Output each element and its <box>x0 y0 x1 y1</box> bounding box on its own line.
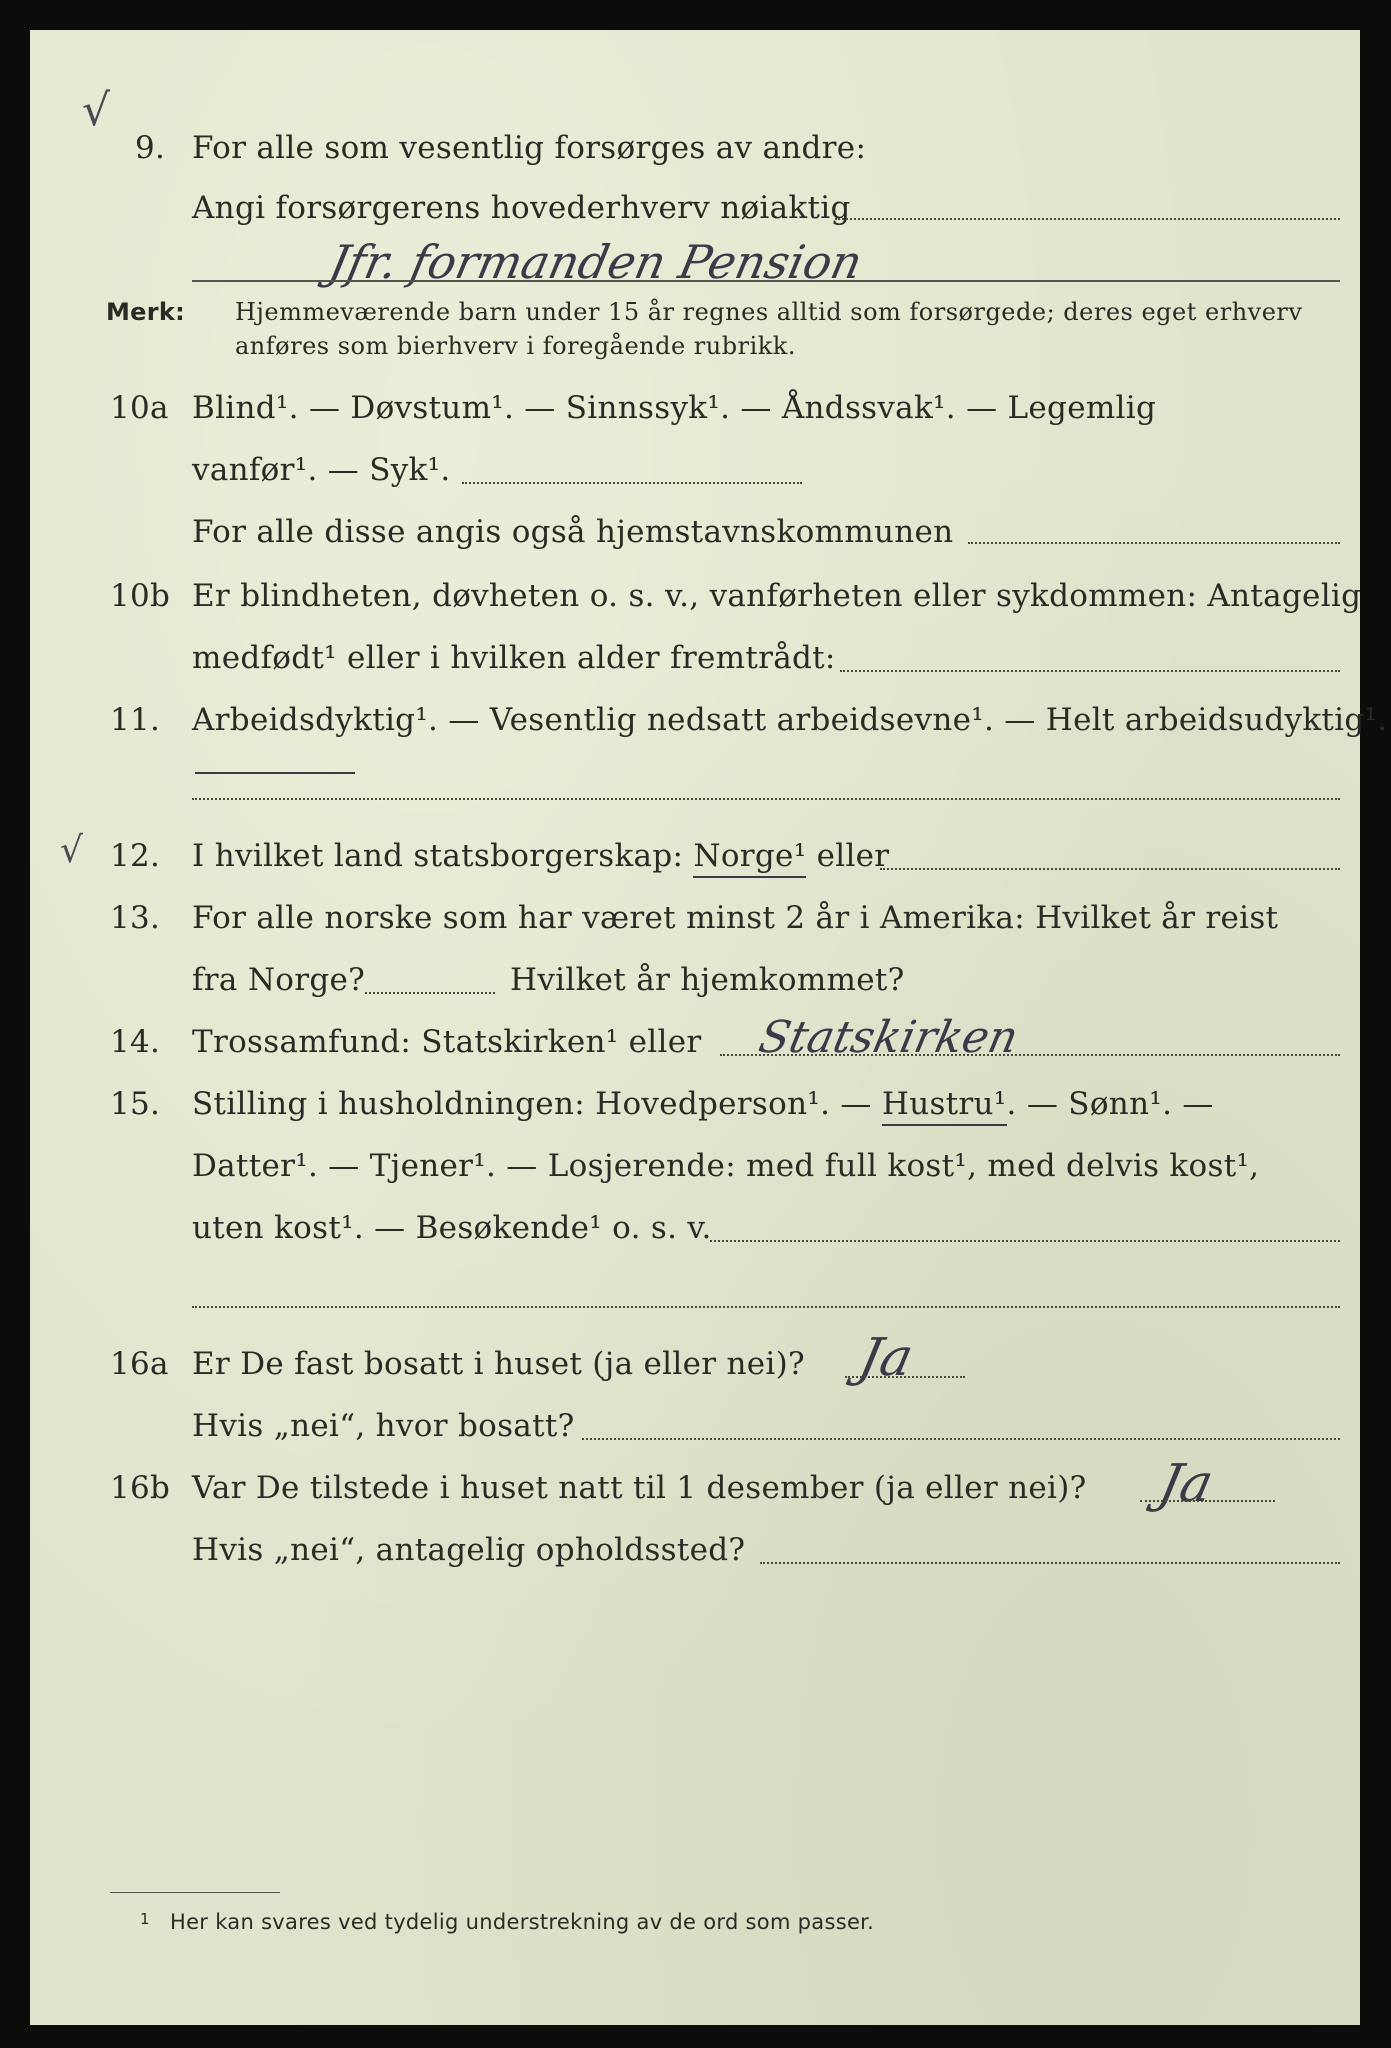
answer-dotted-line <box>968 542 1340 544</box>
merk-text: Hjemmeværende barn under 15 år regnes alltid som forsørgede; deres eget erhverv <box>235 298 1303 326</box>
question-text: For alle norske som har været minst 2 år i Amerika: Hvilket år reist <box>192 900 1279 936</box>
answer-dotted-line <box>840 670 1340 672</box>
footnote-text: Her kan svares ved tydelig understrekning av de ord som passer. <box>170 1910 875 1934</box>
question-text: Datter¹. — Tjener¹. — Losjerende: med full kost¹, med delvis kost¹, <box>192 1148 1260 1184</box>
footnote-mark: 1 <box>140 1910 150 1928</box>
answer-dotted-line <box>192 798 1340 800</box>
question-number: 15. <box>110 1086 161 1122</box>
question-text: Arbeidsdyktig¹. — Vesentlig nedsatt arbeidsevne¹. — Helt arbeidsudyktig¹. <box>192 702 1388 738</box>
question-number: 10b <box>110 578 171 614</box>
underlined-option[interactable]: Norge¹ <box>693 838 806 878</box>
question-prefix: Stilling i husholdningen: Hovedperson¹. — <box>192 1086 872 1122</box>
handwritten-answer[interactable]: Statskirken <box>754 1012 1023 1063</box>
question-text: Blind¹. — Døvstum¹. — Sinnssyk¹. — Åndssvak¹. — Legemlig <box>192 390 1157 426</box>
question-text <box>192 838 889 874</box>
answer-dotted-line <box>835 218 1340 220</box>
merk-label: Merk: <box>106 298 186 326</box>
footnote-rule <box>110 1892 280 1893</box>
question-text: Var De tilstede i huset natt til 1 desember (ja eller nei)? <box>192 1470 1087 1506</box>
answer-dotted-line <box>462 482 802 484</box>
question-number: 13. <box>110 900 161 936</box>
question-number: 12. <box>110 838 161 874</box>
check-mark-icon: √ <box>60 830 83 871</box>
question-number: 16a <box>110 1346 169 1382</box>
answer-dotted-line <box>845 1376 965 1378</box>
merk-text: anføres som bierhverv i foregående rubrikk. <box>235 332 796 360</box>
answer-dotted-line <box>880 868 1340 870</box>
handwritten-answer[interactable]: Jfr. formanden Pension <box>324 235 868 289</box>
question-text: Trossamfund: Statskirken¹ eller <box>192 1024 702 1060</box>
question-text: fra Norge? <box>192 962 366 998</box>
answer-line <box>192 280 1340 282</box>
handwritten-answer[interactable]: Ja <box>853 1328 919 1388</box>
question-text: medfødt¹ eller i hvilken alder fremtrådt: <box>192 640 836 676</box>
answer-dotted-line <box>192 1306 1340 1308</box>
question-text: For alle disse angis også hjemstavnskommunen <box>192 514 954 550</box>
answer-dotted-line <box>760 1562 1340 1564</box>
handwritten-underline <box>195 772 355 774</box>
underlined-option[interactable]: Hustru¹ <box>882 1086 1007 1126</box>
answer-dotted-line <box>1140 1500 1275 1502</box>
question-text: Hvis „nei“, antagelig opholdssted? <box>192 1532 746 1568</box>
question-number: 9. <box>135 130 166 166</box>
question-prefix: I hvilket land statsborgerskap: <box>192 838 684 874</box>
handwritten-answer[interactable]: Ja <box>1153 1454 1219 1514</box>
question-text: Er De fast bosatt i huset (ja eller nei)? <box>192 1346 805 1382</box>
question-text: Angi forsørgerens hovederhverv nøiaktig <box>192 190 851 226</box>
answer-dotted-line <box>582 1438 1340 1440</box>
question-text <box>192 1086 1214 1122</box>
answer-dotted-line <box>710 1240 1340 1242</box>
question-text: Er blindheten, døvheten o. s. v., vanførheten eller sykdommen: Antagelig <box>192 578 1362 614</box>
check-mark-icon: √ <box>82 85 111 136</box>
question-number: 11. <box>110 702 161 738</box>
question-text: Hvis „nei“, hvor bosatt? <box>192 1408 575 1444</box>
question-text: For alle som vesentlig forsørges av andre: <box>192 130 867 166</box>
question-suffix: eller <box>816 838 890 874</box>
answer-dotted-line <box>365 992 495 994</box>
question-number: 16b <box>110 1470 171 1506</box>
question-suffix: . — Sønn¹. — <box>1006 1086 1214 1122</box>
question-text: Hvilket år hjemkommet? <box>510 962 905 998</box>
question-number: 14. <box>110 1024 161 1060</box>
census-form-page <box>30 30 1388 2025</box>
question-text: vanfør¹. — Syk¹. <box>192 452 451 488</box>
question-number: 10a <box>110 390 169 426</box>
question-text: uten kost¹. — Besøkende¹ o. s. v. <box>192 1210 712 1246</box>
answer-dotted-line <box>720 1054 1340 1056</box>
